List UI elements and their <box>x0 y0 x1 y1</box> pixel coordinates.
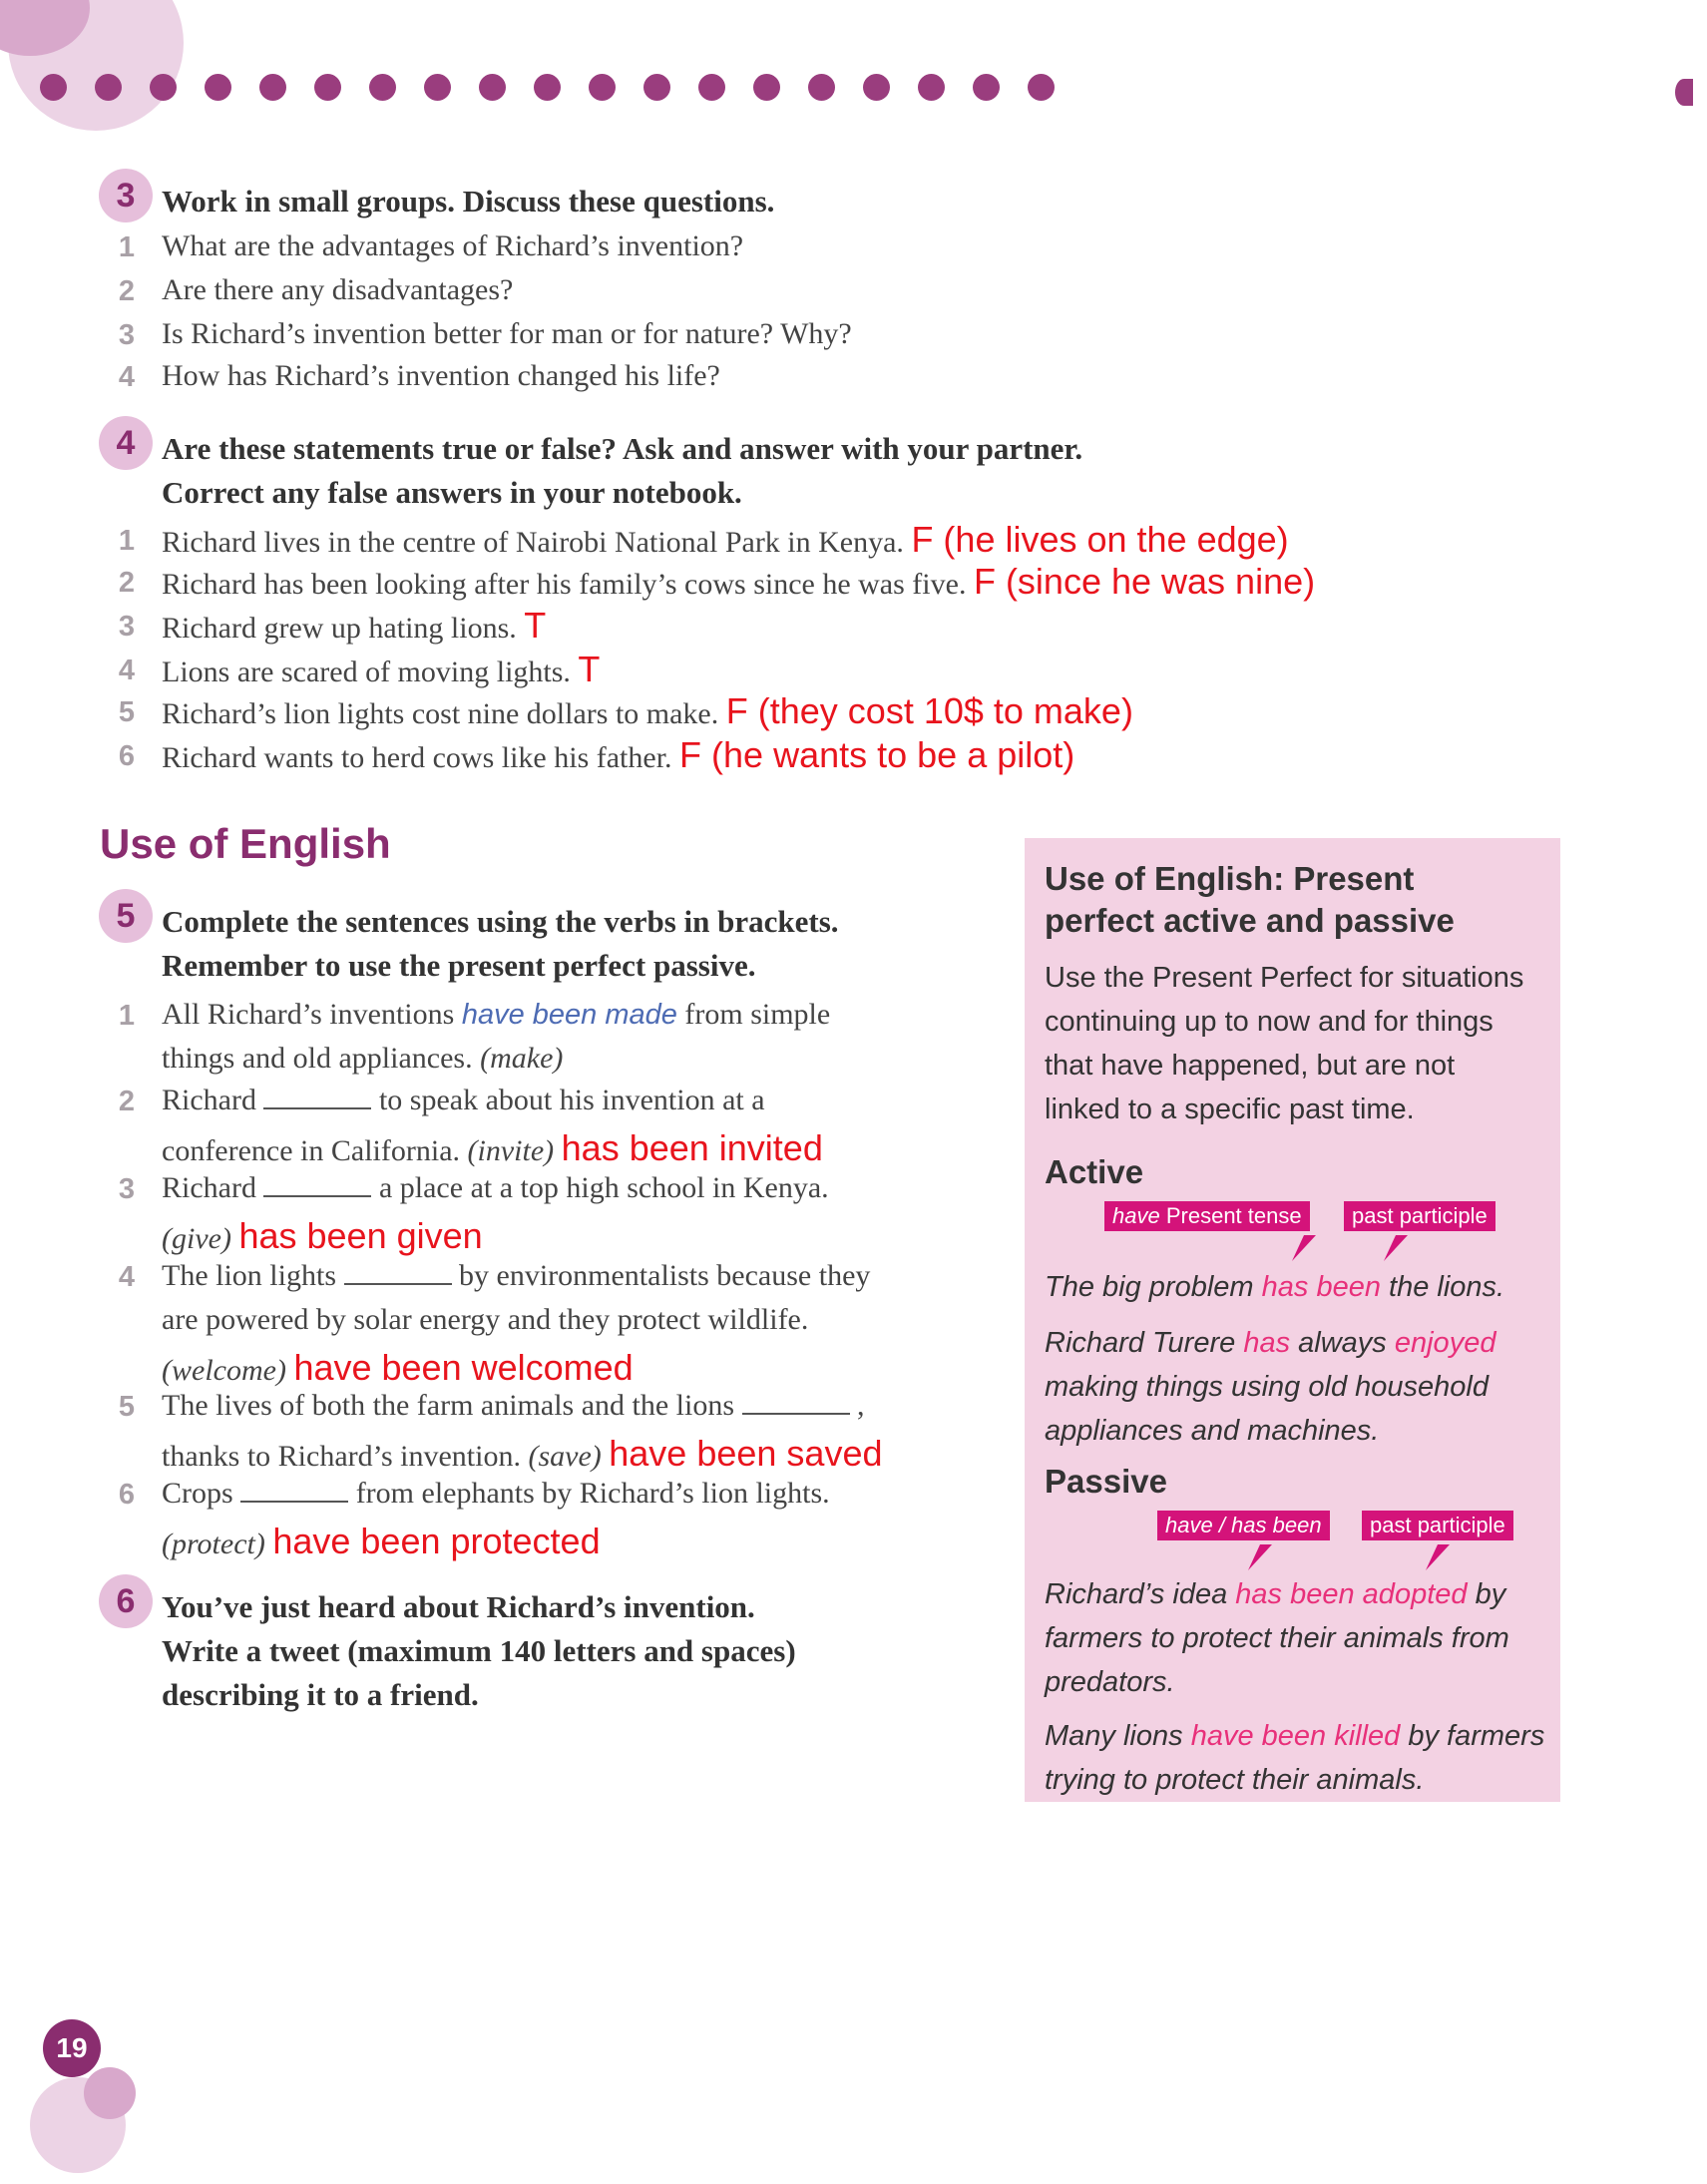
q4-item-number: 6 <box>118 740 136 772</box>
q5-item-number: 5 <box>118 1391 136 1423</box>
q4-item-answer: T <box>578 649 601 689</box>
q5-item-post: , <box>857 1389 865 1422</box>
q5-item-pre: All Richard’s inventions <box>162 998 455 1031</box>
passive-tag-have-been-text: have / has been <box>1165 1513 1322 1537</box>
q5-item-verb: (give) <box>162 1222 231 1255</box>
active-tag-have-rest: Present tense <box>1165 1203 1302 1228</box>
q5-item-number: 4 <box>118 1261 136 1293</box>
q4-item <box>162 561 1315 603</box>
q4-item-text: Richard’s lion lights cost nine dollars to make. <box>162 697 719 730</box>
passive-pointer-arrows <box>1025 1544 1560 1574</box>
q4-item <box>162 605 546 647</box>
q4-item-number: 3 <box>118 611 136 643</box>
passive-ex1-highlight: has been adopted <box>1235 1578 1468 1610</box>
q4-item-text: Richard lives in the centre of Nairobi National Park in Kenya. <box>162 526 904 559</box>
q3-item-number: 2 <box>118 275 136 307</box>
grammar-intro-3: that have happened, but are not <box>1045 1050 1456 1082</box>
q5-item-continuation: conference in California. <box>162 1134 461 1167</box>
q4-item-number: 1 <box>118 525 136 557</box>
q5-item-pre: Richard <box>162 1084 256 1116</box>
passive-ex2-pre: Many lions <box>1045 1720 1183 1752</box>
active-ex1-post: the lions. <box>1389 1271 1505 1303</box>
grammar-intro-4: linked to a specific past time. <box>1045 1093 1415 1125</box>
q5-item-line2 <box>162 1127 823 1169</box>
passive-example-1-line3: predators. <box>1045 1666 1175 1698</box>
q5-blank <box>263 1084 371 1109</box>
passive-tag-participle: past participle <box>1362 1511 1513 1540</box>
edge-dot <box>1675 79 1693 106</box>
q4-item <box>162 519 1289 561</box>
passive-example-1-line2: farmers to protect their animals from <box>1045 1622 1509 1654</box>
passive-ex1-post: by <box>1475 1578 1506 1610</box>
q5-item-verb: (invite) <box>467 1134 555 1167</box>
q5-blank <box>742 1389 850 1415</box>
q5-item-answer: have been welcomed <box>293 1347 634 1388</box>
q5-item-line2 <box>162 1042 563 1076</box>
active-ex2-highlight-2: enjoyed <box>1394 1327 1496 1359</box>
q5-item-line1 <box>162 1477 830 1511</box>
active-example-2-line2: making things using old household <box>1045 1371 1489 1403</box>
q4-heading-line2: Correct any false answers in your notebook. <box>162 475 742 510</box>
passive-ex2-post: by farmers <box>1408 1720 1545 1752</box>
q3-item-text: Are there any disadvantages? <box>162 273 514 306</box>
active-tag-participle: past participle <box>1344 1201 1495 1231</box>
q3-item-number: 3 <box>118 319 136 351</box>
decorative-dot <box>95 74 122 101</box>
q5-item-line3 <box>162 1347 634 1389</box>
passive-example-2 <box>1045 1714 1544 1758</box>
passive-tag-have-been <box>1157 1511 1330 1540</box>
q6-line1: You’ve just heard about Richard’s invention. <box>162 1589 755 1624</box>
q5-item-line1 <box>162 1259 870 1293</box>
decorative-dot <box>369 74 396 101</box>
q5-item-continuation: things and old appliances. <box>162 1042 473 1075</box>
q5-item-post: from simple <box>684 998 831 1031</box>
q4-item-answer: F (since he was nine) <box>973 561 1316 602</box>
q5-badge: 5 <box>99 889 153 943</box>
q5-item-answer: has been invited <box>561 1127 823 1168</box>
grammar-title-line1: Use of English: Present <box>1045 860 1415 897</box>
decorative-dot <box>314 74 341 101</box>
q6-badge: 6 <box>99 1574 153 1628</box>
q5-heading-line2: Remember to use the present perfect passive. <box>162 948 756 983</box>
active-example-2 <box>1045 1321 1495 1365</box>
q4-item-text: Richard wants to herd cows like his father. <box>162 741 672 774</box>
active-heading: Active <box>1045 1153 1144 1190</box>
q3-item-text: Is Richard’s invention better for man or for nature? Why? <box>162 317 852 350</box>
active-ex2-highlight-1: has <box>1243 1327 1291 1359</box>
q5-item-continuation: thanks to Richard’s invention. <box>162 1440 521 1473</box>
q5-item-post: to speak about his invention at a <box>378 1084 765 1116</box>
q5-example-answer: have been made <box>461 999 677 1031</box>
q4-item-number: 4 <box>118 655 136 686</box>
q3-heading: Work in small groups. Discuss these questions. <box>162 184 775 218</box>
decorative-dot <box>698 74 725 101</box>
q4-badge: 4 <box>99 416 153 470</box>
decorative-dot <box>863 74 890 101</box>
decorative-dot <box>205 74 231 101</box>
q5-item-number: 6 <box>118 1479 136 1511</box>
decorative-dot <box>424 74 451 101</box>
q4-item-answer: F (they cost 10$ to make) <box>725 690 1133 731</box>
decorative-dot <box>1028 74 1055 101</box>
active-ex2-pre: Richard Turere <box>1045 1327 1236 1359</box>
q5-item-pre: Crops <box>162 1477 233 1510</box>
q4-heading-line1: Are these statements true or false? Ask and answer with your partner. <box>162 431 1083 466</box>
q5-item-line2 <box>162 1433 882 1475</box>
q5-blank <box>263 1171 371 1197</box>
passive-example-1 <box>1045 1572 1505 1616</box>
section-title: Use of English <box>100 820 391 867</box>
active-tag-have <box>1104 1201 1310 1231</box>
q4-item-text: Richard grew up hating lions. <box>162 612 517 645</box>
q5-item-pre: Richard <box>162 1171 256 1204</box>
q5-item-line2 <box>162 1215 483 1257</box>
q5-item-verb: (welcome) <box>162 1354 286 1387</box>
active-ex1-pre: The big problem <box>1045 1271 1254 1303</box>
q5-item-post: a place at a top high school in Kenya. <box>378 1171 829 1204</box>
decorative-dot <box>643 74 670 101</box>
grammar-intro-1: Use the Present Perfect for situations <box>1045 962 1524 994</box>
q4-item-answer: F (he lives on the edge) <box>911 519 1289 560</box>
q5-item-line1 <box>162 1084 765 1117</box>
active-ex2-mid: always <box>1298 1327 1387 1359</box>
active-tag-have-italic: have <box>1112 1203 1160 1228</box>
decorative-dot <box>40 74 67 101</box>
q4-item <box>162 649 600 690</box>
passive-ex2-highlight: have been killed <box>1190 1720 1401 1752</box>
decorative-dot-row <box>40 74 1055 101</box>
q5-item-line1 <box>162 1389 865 1423</box>
q3-item-text: How has Richard’s invention changed his life? <box>162 359 720 392</box>
q5-item-answer: has been given <box>238 1215 483 1256</box>
decorative-dot <box>534 74 561 101</box>
q4-item <box>162 690 1133 732</box>
q4-item-text: Lions are scared of moving lights. <box>162 655 571 688</box>
q5-item-number: 1 <box>118 1000 136 1032</box>
active-example-2-line3: appliances and machines. <box>1045 1415 1380 1447</box>
q5-blank <box>240 1477 348 1503</box>
q3-item-text: What are the advantages of Richard’s invention? <box>162 229 744 262</box>
decorative-dot <box>479 74 506 101</box>
active-ex1-highlight: has been <box>1261 1271 1381 1303</box>
q5-item-number: 2 <box>118 1086 136 1117</box>
q5-item-post: by environmentalists because they <box>459 1259 871 1292</box>
decorative-dot <box>973 74 1000 101</box>
grammar-title-line2: perfect active and passive <box>1045 902 1455 939</box>
q5-item-number: 3 <box>118 1173 136 1205</box>
q5-blank <box>344 1259 452 1285</box>
decorative-dot <box>150 74 177 101</box>
q5-item-verb: (protect) <box>162 1528 265 1560</box>
active-example-1 <box>1045 1265 1504 1309</box>
page-number: 19 <box>43 2019 101 2077</box>
q4-item-number: 2 <box>118 567 136 599</box>
decorative-dot <box>753 74 780 101</box>
q5-item-line2 <box>162 1303 808 1337</box>
passive-example-2-line2: trying to protect their animals. <box>1045 1764 1425 1796</box>
q5-item-line1 <box>162 998 830 1032</box>
grammar-intro-2: continuing up to now and for things <box>1045 1006 1494 1038</box>
q5-item-continuation: are powered by solar energy and they protect wildlife. <box>162 1303 809 1336</box>
q5-item-line2 <box>162 1521 601 1562</box>
q5-heading-line1: Complete the sentences using the verbs in brackets. <box>162 904 839 939</box>
q5-item-answer: have been protected <box>272 1521 601 1561</box>
bottom-left-small-circle <box>84 2067 136 2119</box>
q5-item-pre: The lion lights <box>162 1259 336 1292</box>
q6-line3: describing it to a friend. <box>162 1677 479 1712</box>
q4-item <box>162 734 1074 776</box>
q4-item-answer: T <box>524 605 547 646</box>
decorative-dot <box>259 74 286 101</box>
q4-item-answer: F (he wants to be a pilot) <box>679 734 1075 775</box>
q5-item-verb: (make) <box>480 1042 564 1075</box>
passive-heading: Passive <box>1045 1463 1167 1500</box>
grammar-box <box>1025 838 1560 1802</box>
q6-line2: Write a tweet (maximum 140 letters and spaces) <box>162 1633 796 1668</box>
passive-ex1-pre: Richard’s idea <box>1045 1578 1228 1610</box>
q5-item-line1 <box>162 1171 829 1205</box>
q5-item-answer: have been saved <box>609 1433 883 1474</box>
decorative-dot <box>918 74 945 101</box>
decorative-dot <box>808 74 835 101</box>
q3-item-number: 4 <box>118 361 136 393</box>
q3-badge: 3 <box>99 169 153 222</box>
active-pointer-arrows <box>1025 1235 1560 1265</box>
q4-item-number: 5 <box>118 696 136 728</box>
q5-item-post: from elephants by Richard’s lion lights. <box>355 1477 830 1510</box>
q5-item-pre: The lives of both the farm animals and the lions <box>162 1389 735 1422</box>
q3-item-number: 1 <box>118 231 136 263</box>
q4-item-text: Richard has been looking after his family’s cows since he was five. <box>162 568 967 601</box>
decorative-dot <box>589 74 616 101</box>
q5-item-verb: (save) <box>528 1440 602 1473</box>
